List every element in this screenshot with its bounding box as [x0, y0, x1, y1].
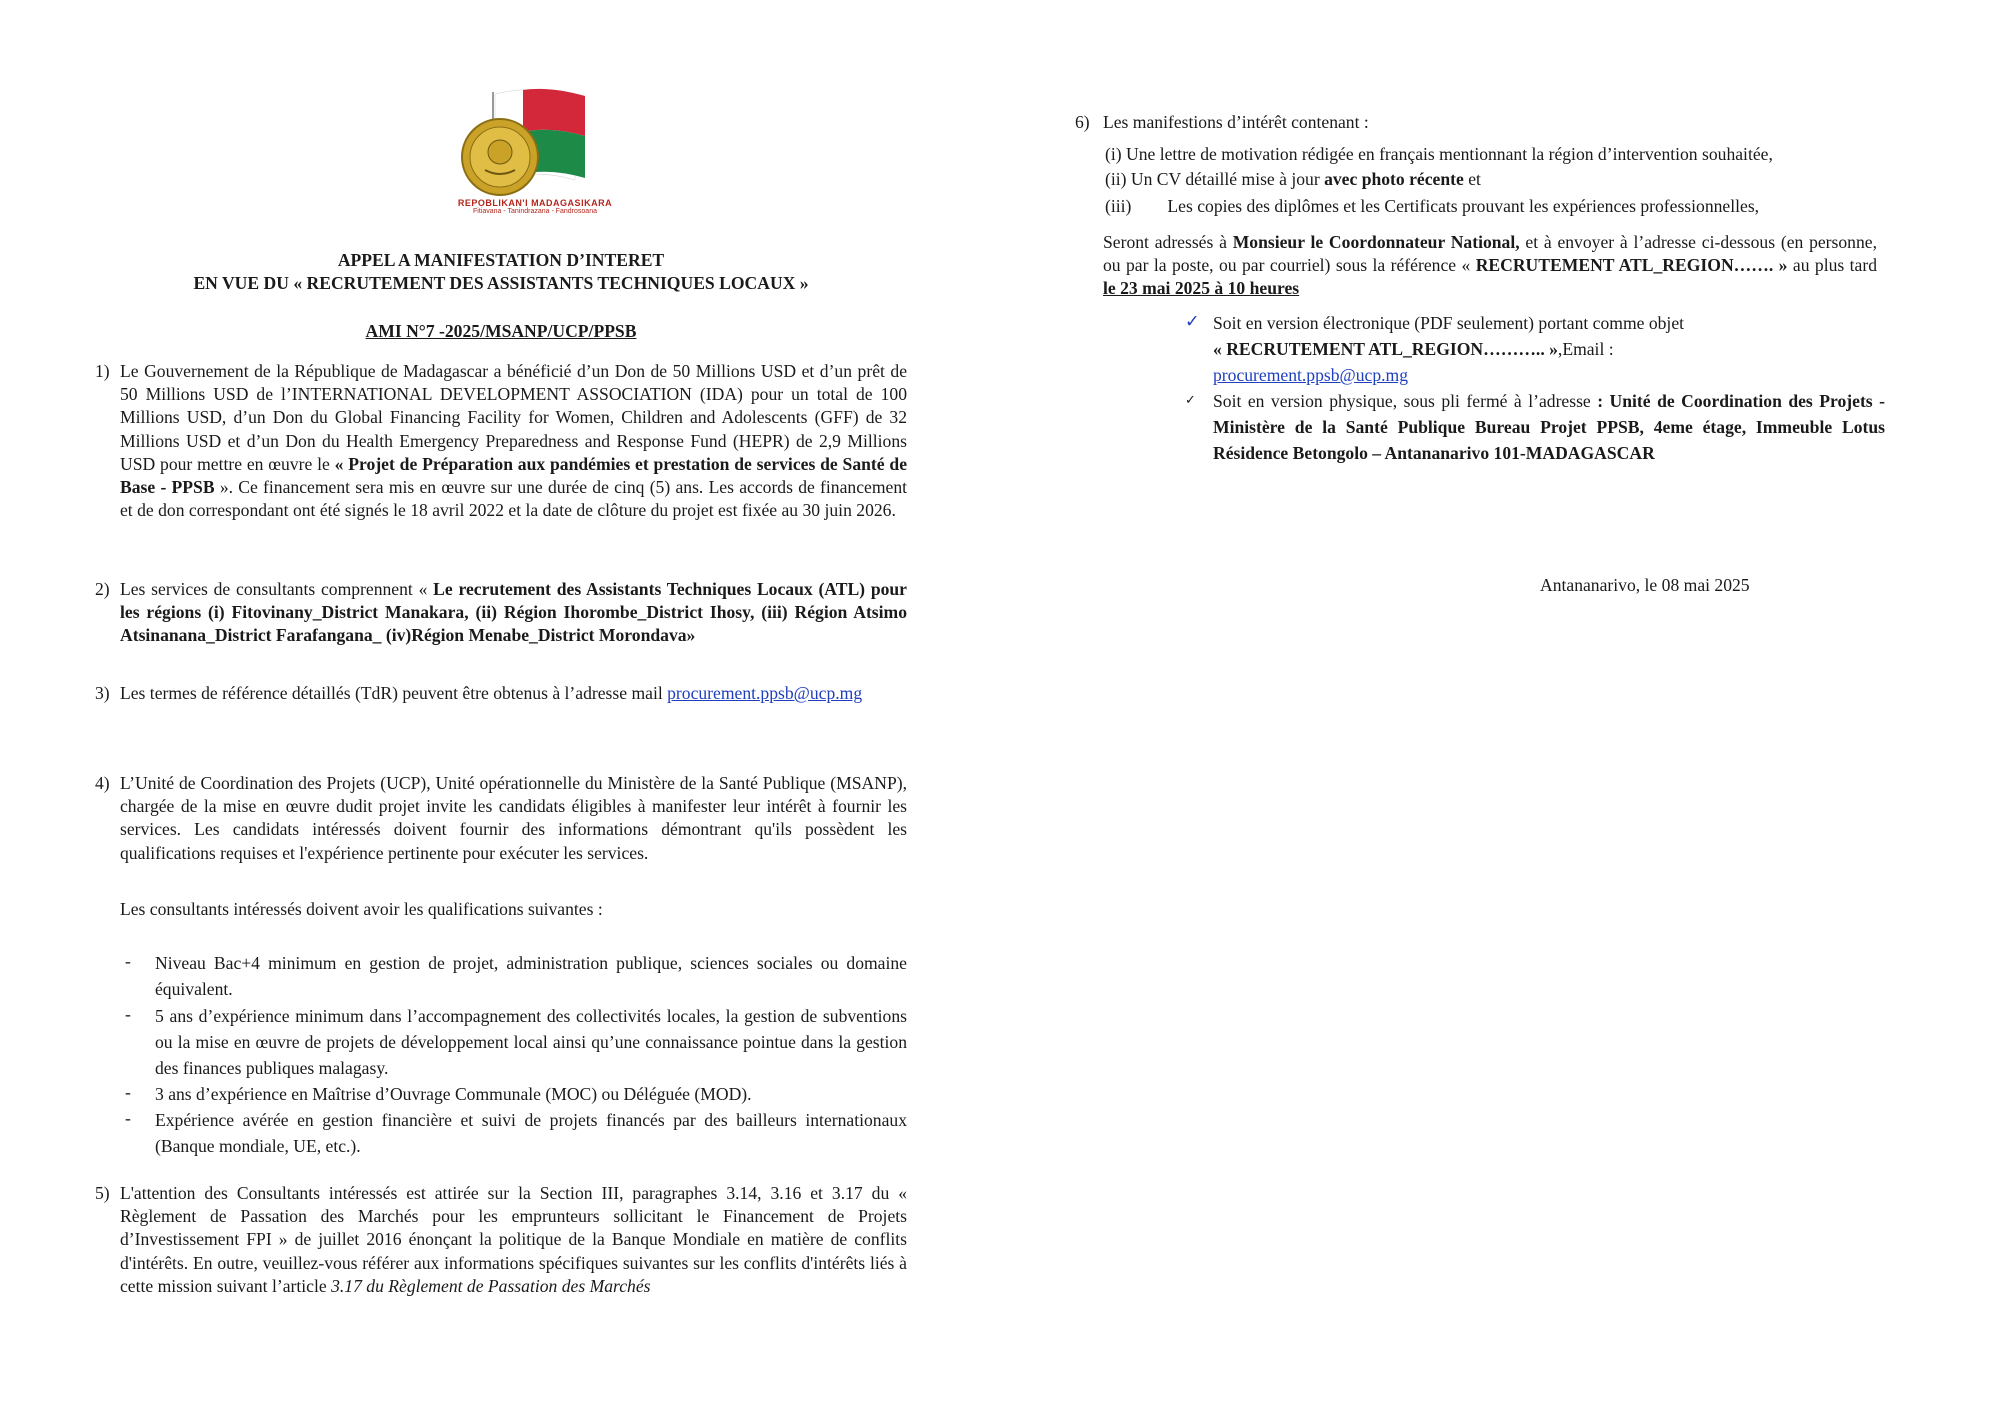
- section-4-text: L’Unité de Coordination des Projets (UCP), Unité opérationnelle du Ministère de la Santé Publique (MSANP), chargée de la mise en œuvre dudit projet invite les candidats éligibles à manifester leur intérêt à fournir les services. Les candidats intéressés doivent fournir des informations démontrant qu'ils possèdent les qualifications requises et l'expérience pertinente pour exécuter les services.: [120, 773, 907, 863]
- list-dash: -: [125, 1082, 131, 1102]
- signature-place-date: Antananarivo, le 08 mai 2025: [1540, 575, 1750, 595]
- electronic-text: Soit en version électronique (PDF seulement) portant comme objet: [1213, 313, 1685, 333]
- qualifications-intro: Les consultants intéressés doivent avoir les qualifications suivantes :: [120, 899, 603, 919]
- list-item: 5 ans d’expérience minimum dans l’accompagnement des collectivités locales, la gestion de subventions ou la mise en œuvre de projets de développement local ainsi qu’une connaissance pointue dans la gestion des finances publiques malagasy.: [155, 1006, 907, 1078]
- section-number: 5): [95, 1183, 110, 1203]
- section-2: [95, 578, 907, 648]
- list-dash: -: [125, 1108, 131, 1128]
- emblem-caption: REPOBLIKAN'I MADAGASIKARA: [457, 198, 613, 208]
- list-item: [1105, 195, 1885, 218]
- madagascar-seal-flag-icon: [425, 82, 645, 217]
- item-bold: avec photo récente: [1324, 169, 1464, 189]
- item-label: (iii): [1105, 196, 1132, 216]
- section-2-services: Le recrutement des Assistants Techniques Locaux (ATL) pour les régions (i) Fitovinany_District Manakara, (ii) Région Ihorombe_District Ihosy, (iii) Région Atsimo Atsinanana_District Farafangana_ (iv)Région Menabe_District Morondava»: [120, 579, 907, 646]
- list-item: Expérience avérée en gestion financière et suivi de projets financés par des bailleurs internationaux (Banque mondiale, UE, etc.).: [155, 1110, 907, 1156]
- section-1-project-name: « Projet de Préparation aux pandémies et prestation de services de Santé de Base - PPSB: [120, 453, 907, 498]
- section-2-intro: Les services de consultants comprennent «: [120, 579, 434, 599]
- emblem-motto: Fitiavana - Tanindrazana - Fandrosoana: [472, 208, 597, 215]
- list-dash: -: [125, 1004, 131, 1024]
- submission-instructions: [1103, 231, 1877, 301]
- reference: RECRUTEMENT ATL_REGION……. »: [1475, 255, 1788, 276]
- section-number: 2): [95, 579, 110, 599]
- tdr-email-link[interactable]: procurement.ppsb@ucp.mg: [667, 683, 863, 703]
- item-label: (i): [1105, 144, 1122, 164]
- section-number: 1): [95, 361, 110, 381]
- item-text: Un CV détaillé mise à jour: [1130, 169, 1325, 189]
- list-item: [1105, 143, 1885, 166]
- electronic-option: [1185, 310, 1885, 388]
- list-item: Niveau Bac+4 minimum en gestion de projet, administration publique, sciences sociales ou domaine équivalent.: [155, 953, 907, 999]
- section-3-text: Les termes de référence détaillés (TdR) peuvent être obtenus à l’adresse mail: [120, 683, 663, 703]
- section-1-tail: ». Ce financement sera mis en œuvre sur une durée de cinq (5) ans. Les accords de financement et de don correspondant ont été signés le 18 avril 2022 et la date de clôture du projet est fixée au 30 juin 2026.: [120, 477, 907, 521]
- item-text: Les copies des diplômes et les Certificats prouvant les expériences professionnelles,: [1167, 196, 1760, 216]
- submission-email-link[interactable]: procurement.ppsb@ucp.mg: [1213, 365, 1409, 385]
- section-4: [95, 772, 907, 865]
- send-deadline-prefix: au plus tard: [1787, 255, 1878, 276]
- ami-reference: AMI N°7 -2025/MSANP/UCP/PPSB: [365, 321, 637, 341]
- title-line-2: EN VUE DU « RECRUTEMENT DES ASSISTANTS TECHNIQUES LOCAUX »: [193, 273, 809, 293]
- send-detail: et à envoyer à l’adresse ci-dessous (en personne, ou par la poste, ou par courriel) sous la référence «: [1103, 232, 1877, 276]
- list-item: 3 ans d’expérience en Maîtrise d’Ouvrage Communale (MOC) ou Déléguée (MOD).: [155, 1084, 752, 1104]
- section-number: 6): [1075, 112, 1090, 132]
- checkmark-icon: ✓: [1185, 392, 1196, 407]
- section-3: [95, 682, 907, 705]
- checkmark-icon: ✓: [1185, 311, 1200, 331]
- section-5: [95, 1182, 907, 1298]
- section-number: 4): [95, 773, 110, 793]
- section-6-title: Les manifestions d’intérêt contenant :: [1103, 112, 1369, 132]
- coordinator: Monsieur le Coordonnateur National,: [1232, 232, 1520, 252]
- electronic-subject: « RECRUTEMENT ATL_REGION……….. »: [1213, 339, 1558, 359]
- section-1: [95, 360, 907, 522]
- section-1-text: Le Gouvernement de la République de Madagascar a bénéficié d’un Don de 50 Millions USD et d’un prêt de 50 Millions USD de l’INTERNATIONAL DEVELOPMENT ASSOCIATION (IDA) pour un total de 100 Millions USD, d’un Don du Global Financing Facility for Women, Children and Adolescents (GFF) de 32 Millions USD et d’un Don du Health Emergency Preparedness and Response Fund (HEPR) de 2,9 Millions USD pour mettre en œuvre le: [120, 361, 907, 474]
- section-5-article-ref: 3.17 du Règlement de Passation des Marchés: [331, 1275, 651, 1296]
- item-text: Une lettre de motivation rédigée en français mentionnant la région d’intervention souhaitée,: [1126, 144, 1773, 164]
- email-label: ,Email :: [1557, 339, 1614, 359]
- section-5-text: L'attention des Consultants intéressés est attirée sur la Section III, paragraphes 3.14, 3.16 et 3.17 du « Règlement de Passation des Marchés pour les emprunteurs sollicitant le Financement de Projets d’Investissement FPI » de juillet 2016 énonçant la politique de la Banque Mondiale en matière de conflits d'intérêts. En outre, veuillez-vous référer aux informations spécifiques suivantes sur les conflits d'intérêts liés à cette mission suivant l’article: [120, 1183, 907, 1296]
- item-tail: et: [1463, 169, 1481, 189]
- title-line-1: APPEL A MANIFESTATION D’INTERET: [337, 250, 665, 270]
- emblem: [425, 82, 645, 217]
- physical-text: Soit en version physique, sous pli fermé à l’adresse: [1213, 391, 1598, 411]
- item-label: (ii): [1105, 169, 1127, 189]
- send-to: Seront adressés à: [1103, 232, 1233, 252]
- list-item: [1105, 168, 1885, 191]
- list-dash: -: [125, 951, 131, 971]
- physical-address: : Unité de Coordination des Projets - Ministère de la Santé Publique Bureau Projet PPSB, 4eme étage, Immeuble Lotus Résidence Betongolo – Antananarivo 101-MADAGASCAR: [1213, 391, 1885, 463]
- deadline: le 23 mai 2025 à 10 heures: [1103, 278, 1300, 299]
- physical-option: [1185, 388, 1885, 466]
- section-number: 3): [95, 683, 110, 703]
